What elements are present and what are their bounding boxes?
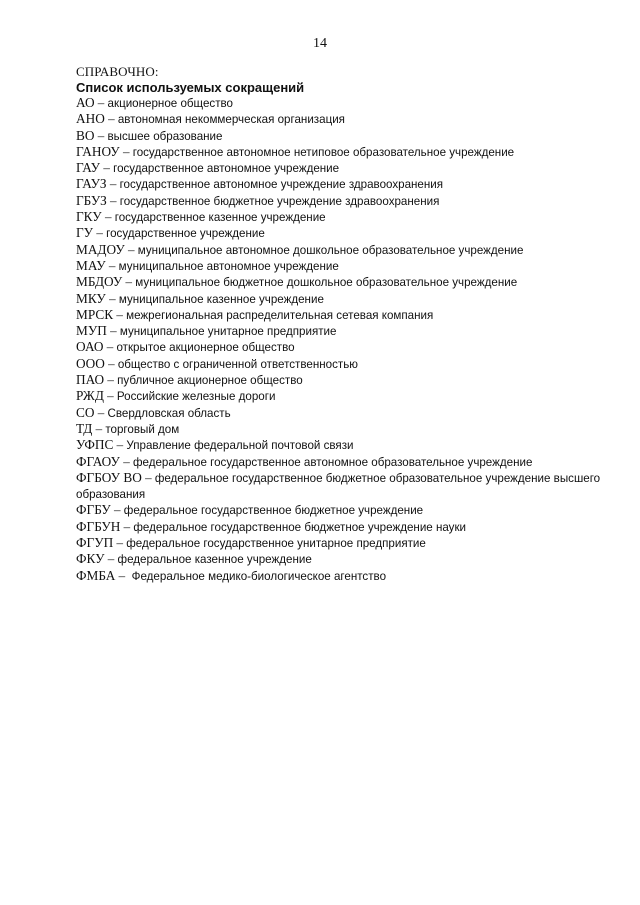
abbreviation: МРСК	[76, 306, 114, 322]
abbreviation-definition: государственное казенное учреждение	[114, 211, 326, 225]
dash-separator: –	[119, 143, 133, 159]
abbreviation: ООО	[76, 355, 105, 371]
abbreviation-definition: государственное автономное учреждение	[113, 162, 340, 176]
list-item	[76, 193, 616, 209]
abbreviation-definition: открытое акционерное общество	[116, 341, 295, 355]
abbreviation: ФГБУ	[76, 502, 111, 518]
dash-separator: –	[106, 176, 120, 192]
abbreviation: МБДОУ	[76, 274, 123, 290]
abbreviation: ГАНОУ	[76, 143, 120, 159]
list-item	[76, 95, 616, 111]
abbreviation: МКУ	[76, 290, 106, 306]
abbreviation-definition: государственное бюджетное учреждение здравоохранения	[119, 194, 440, 208]
abbreviation: АО	[76, 95, 95, 110]
dash-separator: –	[141, 469, 155, 485]
abbreviation-definition: федеральное государственное бюджетное учреждение	[123, 504, 424, 518]
abbreviation: ГКУ	[76, 209, 102, 225]
dash-separator: –	[106, 192, 120, 208]
dash-separator: –	[110, 502, 124, 518]
dash-separator: –	[115, 567, 132, 583]
abbreviation: МАУ	[76, 257, 106, 273]
dash-separator: –	[100, 160, 114, 176]
abbreviation-definition: государственное учреждение	[106, 227, 265, 241]
abbreviation: ГАУЗ	[76, 176, 107, 192]
list-item	[76, 323, 616, 339]
list-item	[76, 535, 616, 551]
abbreviation-definition: муниципальное бюджетное дошкольное образовательное учреждение	[135, 276, 518, 290]
abbreviation-definition: общество с ограниченной ответственностью	[117, 357, 358, 371]
dash-separator: –	[124, 241, 138, 257]
abbreviation-definition: федеральное государственное бюджетное образовательное учреждение высшего образования	[76, 471, 601, 502]
abbreviations-list-title: Список используемых сокращений	[76, 79, 305, 95]
abbreviation-definition: государственное автономное нетиповое образовательное учреждение	[132, 145, 515, 159]
list-item	[76, 405, 616, 421]
abbreviation: ФГБОУ ВО	[76, 469, 142, 485]
dash-separator: –	[103, 339, 117, 355]
list-item	[76, 519, 616, 535]
list-item	[76, 421, 616, 437]
list-item	[76, 291, 616, 307]
abbreviation: ТД	[76, 420, 93, 436]
abbreviation-definition: автономная некоммерческая организация	[117, 113, 345, 127]
document-content	[76, 64, 616, 584]
abbreviation: СО	[76, 404, 95, 420]
dash-separator: –	[122, 274, 136, 290]
dash-separator: –	[113, 535, 127, 551]
dash-separator: –	[113, 437, 127, 453]
abbreviation: ФГУП	[76, 535, 114, 551]
reference-label: СПРАВОЧНО:	[76, 64, 159, 79]
list-item	[76, 128, 616, 144]
list-item	[76, 339, 616, 355]
dash-separator: –	[120, 518, 134, 534]
list-item	[76, 568, 616, 584]
abbreviation: МУП	[76, 323, 107, 339]
list-item	[76, 176, 616, 192]
list-item	[76, 111, 616, 127]
abbreviation: УФПС	[76, 437, 114, 453]
abbreviation-definition: муниципальное автономное учреждение	[118, 259, 339, 273]
dash-separator: –	[104, 372, 118, 388]
dash-separator: –	[104, 111, 118, 127]
abbreviation: ПАО	[76, 372, 105, 388]
list-item	[76, 437, 616, 453]
dash-separator: –	[101, 209, 115, 225]
abbreviation-definition: муниципальное автономное дошкольное образовательное учреждение	[137, 243, 524, 257]
abbreviation-definition: Управление федеральной почтовой связи	[126, 439, 354, 453]
dash-separator: –	[105, 257, 119, 273]
dash-separator: –	[105, 290, 119, 306]
list-item	[76, 388, 616, 404]
list-item	[76, 372, 616, 388]
list-item	[76, 242, 616, 258]
abbreviation-definition: федеральное казенное учреждение	[117, 553, 312, 567]
abbreviation-definition: высшее образование	[107, 129, 223, 143]
dash-separator: –	[93, 225, 107, 241]
list-item	[76, 274, 616, 290]
list-item	[76, 160, 616, 176]
abbreviation: РЖД	[76, 388, 104, 404]
abbreviations-list	[76, 95, 616, 584]
dash-separator: –	[94, 404, 108, 420]
abbreviation: МАДОУ	[76, 241, 125, 257]
list-item	[76, 356, 616, 372]
abbreviation: ОАО	[76, 339, 104, 355]
abbreviation: ГБУЗ	[76, 192, 107, 208]
abbreviation: ФМБА	[76, 567, 116, 583]
abbreviation: АНО	[76, 111, 105, 127]
list-item	[76, 551, 616, 567]
abbreviation-definition: федеральное государственное бюджетное учреждение науки	[133, 520, 467, 534]
abbreviation-definition: муниципальное унитарное предприятие	[119, 325, 337, 339]
abbreviation-definition: федеральное государственное унитарное предприятие	[126, 537, 426, 551]
abbreviation: ВО	[76, 127, 95, 143]
abbreviation-definition: межрегиональная распределительная сетевая компания	[126, 308, 434, 322]
abbreviation-definition: торговый дом	[105, 422, 180, 436]
list-item	[76, 454, 616, 470]
list-item	[76, 470, 616, 503]
page-number: 14	[313, 36, 327, 51]
abbreviation: ФГБУН	[76, 518, 121, 534]
list-item	[76, 225, 616, 241]
abbreviation: ФКУ	[76, 551, 105, 567]
abbreviation-definition: Федеральное медико-биологическое агентство	[131, 569, 387, 583]
dash-separator: –	[94, 95, 108, 110]
list-item	[76, 258, 616, 274]
dash-separator: –	[94, 127, 108, 143]
dash-separator: –	[104, 355, 118, 371]
abbreviation: ФГАОУ	[76, 453, 120, 469]
abbreviation: ГАУ	[76, 160, 101, 176]
abbreviation-definition: акционерное общество	[107, 97, 233, 110]
list-item	[76, 307, 616, 323]
list-item	[76, 502, 616, 518]
dash-separator: –	[119, 453, 133, 469]
list-item	[76, 209, 616, 225]
abbreviation: ГУ	[76, 225, 94, 241]
abbreviation-definition: государственное автономное учреждение здравоохранения	[119, 178, 444, 192]
abbreviation-definition: муниципальное казенное учреждение	[118, 292, 324, 306]
dash-separator: –	[92, 420, 106, 436]
abbreviation-definition: Российские железные дороги	[116, 390, 276, 404]
dash-separator: –	[103, 388, 117, 404]
abbreviation-definition: публичное акционерное общество	[117, 374, 303, 388]
dash-separator: –	[106, 323, 120, 339]
abbreviation-definition: Свердловская область	[107, 406, 231, 420]
dash-separator: –	[104, 551, 118, 567]
list-item	[76, 144, 616, 160]
dash-separator: –	[113, 306, 127, 322]
abbreviation-definition: федеральное государственное автономное образовательное учреждение	[132, 455, 533, 469]
